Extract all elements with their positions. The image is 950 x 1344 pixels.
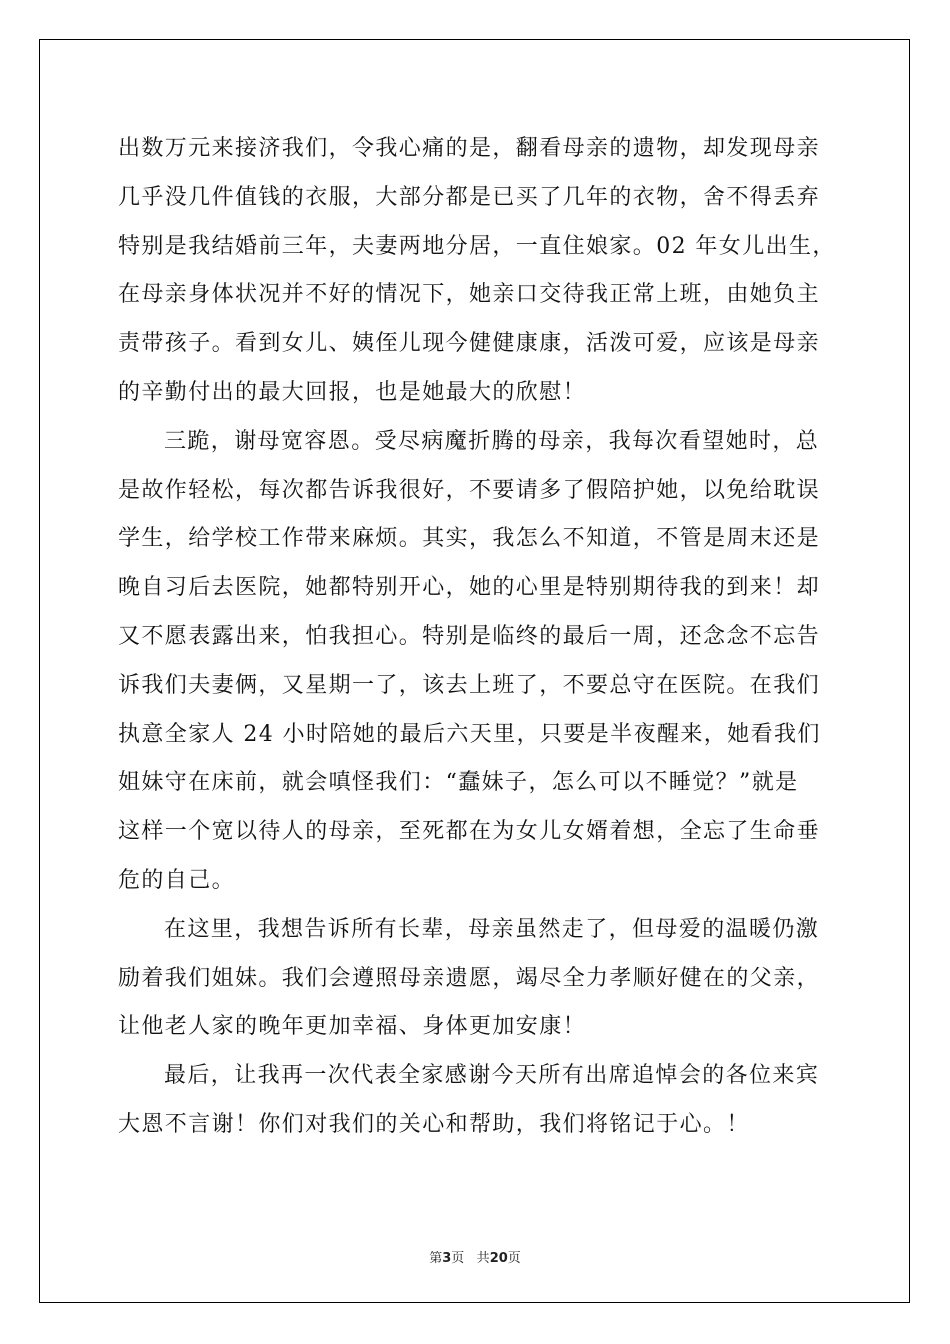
text-line: 励着我们姐妹。我们会遵照母亲遗愿，竭尽全力孝顺好健在的父亲， [118,965,821,991]
text-line: 在母亲身体状况并不好的情况下，她亲口交待我正常上班，由她负主 [118,282,821,308]
text-line: 姐妹守在床前，就会嗔怪我们：“蠢妹子，怎么可以不睡觉？”就是 [118,770,799,796]
total-prefix: 共 [476,1251,490,1266]
document-body [118,125,838,1150]
text-line: 这样一个宽以待人的母亲，至死都在为女儿女婿着想，全忘了生命垂 [118,819,821,845]
page-number: 3 [442,1251,452,1266]
text-line: 危的自己。 [118,867,236,893]
text-line: 几乎没几件值钱的衣服，大部分都是已买了几年的衣物，舍不得丢弃 [118,184,821,210]
text-line: 学生，给学校工作带来麻烦。其实，我怎么不知道，不管是周末还是 [118,526,821,552]
paragraph-start-line: 三跪，谢母宽容恩。受尽病魔折腾的母亲，我每次看望她时，总 [164,428,820,454]
text-line: 是故作轻松，每次都告诉我很好，不要请多了假陪护她，以免给耽误 [118,477,821,503]
page-prefix: 第 [429,1251,443,1266]
text-line: 让他老人家的晚年更加幸福、身体更加安康！ [118,1014,587,1040]
page-footer [0,1247,950,1266]
text-line: 又不愿表露出来，怕我担心。特别是临终的最后一周，还念念不忘告 [118,623,821,649]
page-suffix: 页 [451,1251,465,1266]
text-line: 晚自习后去医院，她都特别开心，她的心里是特别期待我的到来！却 [118,575,821,601]
total-pages: 20 [489,1251,508,1266]
text-line: 执意全家人 24 小时陪她的最后六天里，只要是半夜醒来，她看我们 [118,721,821,747]
text-line: 特别是我结婚前三年，夫妻两地分居，一直住娘家。02 年女儿出生， [118,233,836,259]
paragraph-start-line: 在这里，我想告诉所有长辈，母亲虽然走了，但母爱的温暖仍激 [164,916,820,942]
text-line: 责带孩子。看到女儿、姨侄儿现今健健康康，活泼可爱，应该是母亲 [118,331,821,357]
text-line: 出数万元来接济我们，令我心痛的是，翻看母亲的遗物，却发现母亲 [118,136,821,161]
total-suffix: 页 [507,1251,521,1266]
text-line: 大恩不言谢！你们对我们的关心和帮助，我们将铭记于心。！ [118,1111,750,1137]
text-line: 诉我们夫妻俩，又星期一了，该去上班了，不要总守在医院。在我们 [118,672,821,698]
paragraph-start-line: 最后，让我再一次代表全家感谢今天所有出席追悼会的各位来宾 [164,1063,820,1089]
text-line: 的辛勤付出的最大回报，也是她最大的欣慰！ [118,379,587,405]
